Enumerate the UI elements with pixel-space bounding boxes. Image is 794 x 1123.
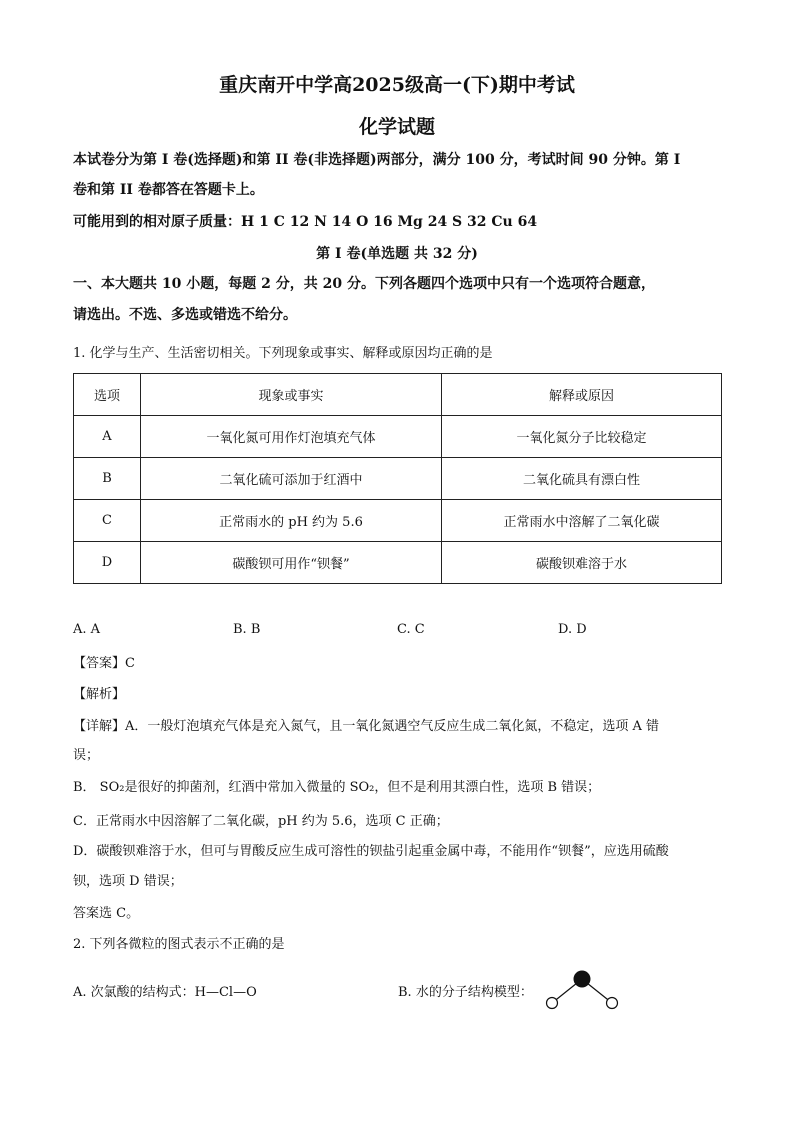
hydrogen-atom bbox=[607, 998, 618, 1009]
table-header-cell: 选项 bbox=[74, 374, 141, 416]
answer-label: 【答案】 bbox=[73, 656, 126, 671]
question-1-table bbox=[73, 373, 722, 584]
table-cell: 正常雨水中溶解了二氧化碳 bbox=[442, 500, 722, 542]
exam-title: 重庆南开中学高2025级高一(下)期中考试 bbox=[219, 74, 575, 96]
option-c: C. C bbox=[397, 622, 425, 637]
table-cell: 一氧化氮可用作灯泡填充气体 bbox=[141, 416, 442, 458]
section-instructions-2: 请选出。不选、多选或错选不给分。 bbox=[73, 307, 297, 323]
detail-b: B． SO₂是很好的抑菌剂，红酒中常加入微量的 SO₂，但不是利用其漂白性，选项 B 错误； bbox=[73, 780, 601, 795]
option-b: B. B bbox=[233, 622, 261, 637]
water-molecule-model bbox=[543, 968, 623, 1012]
table-row bbox=[74, 416, 722, 458]
detail-a-line-2: 误； bbox=[73, 748, 100, 763]
table-header-cell: 解释或原因 bbox=[442, 374, 722, 416]
hydrogen-atom bbox=[547, 998, 558, 1009]
detail-a-text: A．一般灯泡填充气体是充入氮气，且一氧化氮遇空气反应生成二氧化氮，不稳定，选项 A 错 bbox=[125, 719, 660, 734]
answer-value: C bbox=[125, 656, 135, 671]
table-row bbox=[74, 542, 722, 584]
table-cell: 二氧化硫具有漂白性 bbox=[442, 458, 722, 500]
oxygen-atom bbox=[574, 971, 591, 988]
option-d: D. D bbox=[558, 622, 587, 637]
table-row bbox=[74, 458, 722, 500]
question-1-stem: 1. 化学与生产、生活密切相关。下列现象或事实、解释或原因均正确的是 bbox=[73, 346, 493, 361]
table-cell: C bbox=[74, 500, 141, 542]
q2-option-a: A. 次氯酸的结构式：H—Cl—O bbox=[73, 985, 257, 1000]
table-cell: 一氧化氮分子比较稳定 bbox=[442, 416, 722, 458]
q2-option-b: B. 水的分子结构模型： bbox=[398, 985, 533, 1000]
table-cell: 二氧化硫可添加于红酒中 bbox=[141, 458, 442, 500]
detail-label: 【详解】 bbox=[73, 719, 126, 734]
table-cell: D bbox=[74, 542, 141, 584]
table-cell: 碳酸钡可用作“钡餐” bbox=[141, 542, 442, 584]
part1-heading: 第 I 卷(单选题 共 32 分) bbox=[316, 246, 478, 262]
table-header-cell: 现象或事实 bbox=[141, 374, 442, 416]
table-cell: A bbox=[74, 416, 141, 458]
table-header-row bbox=[74, 374, 722, 416]
atomic-masses: 可能用到的相对原子质量：H 1 C 12 N 14 O 16 Mg 24 S 32 Cu 64 bbox=[73, 214, 538, 230]
exam-subtitle: 化学试题 bbox=[358, 116, 435, 138]
answer-line bbox=[73, 654, 135, 674]
table-cell: 正常雨水的 pH 约为 5.6 bbox=[141, 500, 442, 542]
option-a: A. A bbox=[73, 622, 101, 637]
analysis-label: 【解析】 bbox=[73, 687, 126, 702]
table-cell: B bbox=[74, 458, 141, 500]
question-2-stem: 2. 下列各微粒的图式表示不正确的是 bbox=[73, 937, 285, 952]
detail-a-line-1 bbox=[73, 717, 659, 737]
intro-line-2: 卷和第 II 卷都答在答题卡上。 bbox=[73, 182, 264, 198]
detail-d-line-1: D．碳酸钡难溶于水，但可与胃酸反应生成可溶性的钡盐引起重金属中毒，不能用作“钡餐”，应选用硫酸 bbox=[73, 844, 669, 859]
intro-line-1: 本试卷分为第 I 卷(选择题)和第 II 卷(非选择题)两部分，满分 100 分，考试时间 90 分钟。第 I bbox=[73, 152, 681, 168]
detail-c: C．正常雨水中因溶解了二氧化碳，pH 约为 5.6，选项 C 正确； bbox=[73, 814, 449, 829]
conclusion: 答案选 C。 bbox=[73, 906, 140, 921]
section-instructions-1: 一、本大题共 10 小题，每题 2 分，共 20 分。下列各题四个选项中只有一个选项符合题意， bbox=[73, 276, 655, 292]
table-cell: 碳酸钡难溶于水 bbox=[442, 542, 722, 584]
detail-d-line-2: 钡，选项 D 错误； bbox=[73, 874, 183, 889]
table-row bbox=[74, 500, 722, 542]
